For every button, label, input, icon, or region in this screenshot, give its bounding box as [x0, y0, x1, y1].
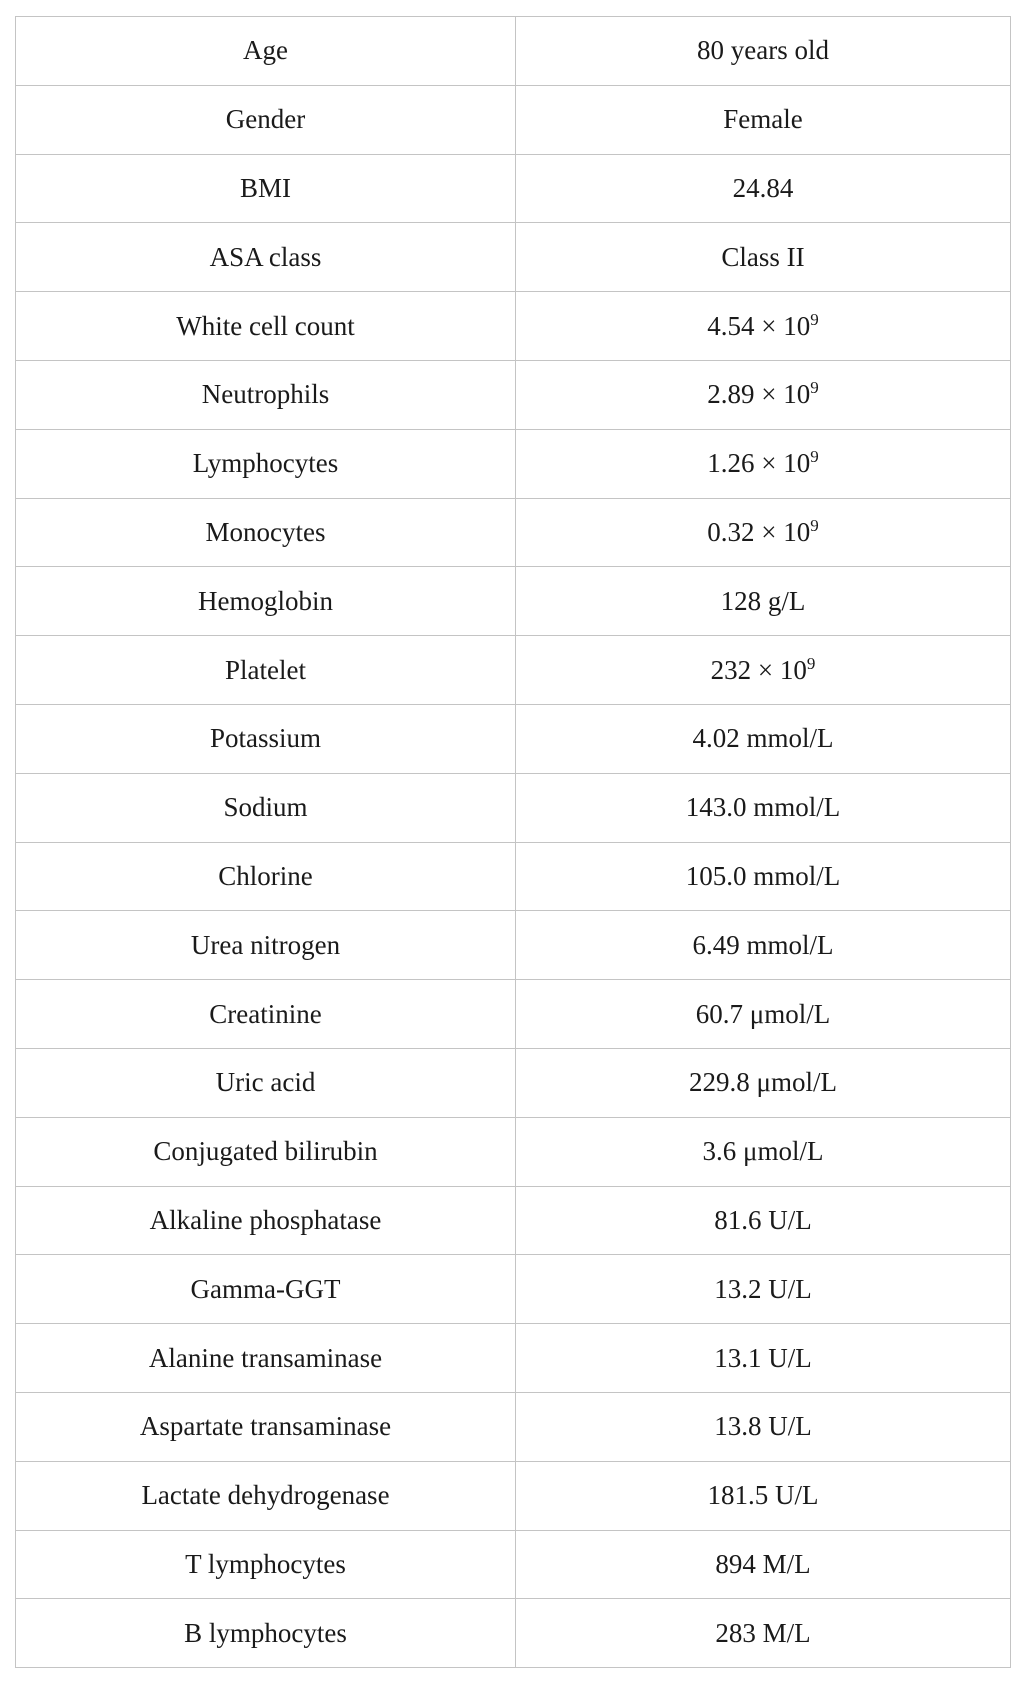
- parameter-value: [516, 85, 1011, 154]
- parameter-label: T lymphocytes: [16, 1530, 516, 1599]
- parameter-label: BMI: [16, 154, 516, 223]
- value-exponent: 9: [810, 447, 819, 467]
- parameter-value: [516, 1048, 1011, 1117]
- table-row: [16, 1599, 1011, 1668]
- table-row: [16, 636, 1011, 705]
- parameter-value: [516, 704, 1011, 773]
- value-text: 105.0 mmol/L: [685, 860, 841, 891]
- parameter-label: B lymphocytes: [16, 1599, 516, 1668]
- parameter-label: Monocytes: [16, 498, 516, 567]
- table-row: [16, 498, 1011, 567]
- parameter-label: Sodium: [16, 773, 516, 842]
- table-row: [16, 85, 1011, 154]
- value-text: 24.84: [732, 172, 794, 203]
- parameter-value: [516, 1599, 1011, 1668]
- table-row: [16, 1255, 1011, 1324]
- table-row: [16, 360, 1011, 429]
- value-text: 128 g/L: [720, 585, 806, 616]
- parameter-value: [516, 1255, 1011, 1324]
- value-text: 81.6 U/L: [714, 1204, 812, 1235]
- parameter-label: Creatinine: [16, 980, 516, 1049]
- table-row: [16, 567, 1011, 636]
- value-text: 283 M/L: [715, 1617, 811, 1648]
- table-row: [16, 773, 1011, 842]
- parameter-value: [516, 1324, 1011, 1393]
- value-text: 181.5 U/L: [707, 1480, 819, 1511]
- parameter-label: Conjugated bilirubin: [16, 1117, 516, 1186]
- parameter-value: [516, 1392, 1011, 1461]
- parameter-value: [516, 1186, 1011, 1255]
- parameter-label: Lymphocytes: [16, 429, 516, 498]
- patient-lab-table: [15, 16, 1011, 1668]
- parameter-value: [516, 842, 1011, 911]
- value-exponent: 9: [806, 653, 816, 673]
- value-text: Class II: [721, 241, 805, 272]
- value-text: 13.2 U/L: [714, 1273, 812, 1304]
- parameter-label: Chlorine: [16, 842, 516, 911]
- value-text: 2.89 × 10: [707, 379, 811, 410]
- table-row: [16, 1186, 1011, 1255]
- table-row: [16, 154, 1011, 223]
- table-row: [16, 17, 1011, 86]
- parameter-label: Hemoglobin: [16, 567, 516, 636]
- value-text: 229.8 μmol/L: [689, 1067, 837, 1098]
- value-text: 143.0 mmol/L: [685, 792, 841, 823]
- parameter-value: [516, 292, 1011, 361]
- value-text: Female: [723, 104, 803, 135]
- value-text: 80 years old: [697, 35, 829, 66]
- table-row: [16, 1048, 1011, 1117]
- table-row: [16, 911, 1011, 980]
- value-exponent: 9: [810, 515, 819, 535]
- table-row: [16, 223, 1011, 292]
- parameter-value: [516, 429, 1011, 498]
- parameter-value: [516, 773, 1011, 842]
- parameter-label: Potassium: [16, 704, 516, 773]
- table-row: [16, 1324, 1011, 1393]
- parameter-value: [516, 223, 1011, 292]
- table-row: [16, 704, 1011, 773]
- parameter-label: Urea nitrogen: [16, 911, 516, 980]
- table-row: [16, 980, 1011, 1049]
- value-text: 4.54 × 10: [707, 310, 811, 341]
- parameter-label: Neutrophils: [16, 360, 516, 429]
- parameter-label: Alkaline phosphatase: [16, 1186, 516, 1255]
- table-row: [16, 1530, 1011, 1599]
- table-row: [16, 1461, 1011, 1530]
- table-row: [16, 292, 1011, 361]
- parameter-value: [516, 498, 1011, 567]
- patient-lab-table-container: [15, 16, 1010, 1668]
- value-text: 1.26 × 10: [707, 448, 811, 479]
- value-exponent: 9: [810, 309, 819, 329]
- table-row: [16, 429, 1011, 498]
- parameter-label: Gamma-GGT: [16, 1255, 516, 1324]
- value-text: 4.02 mmol/L: [692, 723, 834, 754]
- value-text: 894 M/L: [715, 1548, 811, 1579]
- parameter-value: [516, 636, 1011, 705]
- value-text: 0.32 × 10: [707, 516, 811, 547]
- parameter-label: Aspartate transaminase: [16, 1392, 516, 1461]
- parameter-value: [516, 1461, 1011, 1530]
- table-row: [16, 1117, 1011, 1186]
- parameter-value: [516, 17, 1011, 86]
- parameter-label: Platelet: [16, 636, 516, 705]
- parameter-label: Age: [16, 17, 516, 86]
- parameter-value: [516, 567, 1011, 636]
- value-text: 60.7 μmol/L: [695, 998, 831, 1029]
- parameter-value: [516, 1117, 1011, 1186]
- table-body: [16, 17, 1011, 1668]
- parameter-label: Alanine transaminase: [16, 1324, 516, 1393]
- value-text: 13.8 U/L: [714, 1411, 812, 1442]
- parameter-value: [516, 911, 1011, 980]
- parameter-value: [516, 360, 1011, 429]
- parameter-value: [516, 154, 1011, 223]
- parameter-value: [516, 980, 1011, 1049]
- value-text: 6.49 mmol/L: [692, 929, 834, 960]
- parameter-label: White cell count: [16, 292, 516, 361]
- table-row: [16, 1392, 1011, 1461]
- value-text: 3.6 μmol/L: [702, 1136, 824, 1167]
- value-text: 232 × 10: [710, 654, 807, 685]
- parameter-value: [516, 1530, 1011, 1599]
- parameter-label: Lactate dehydrogenase: [16, 1461, 516, 1530]
- value-text: 13.1 U/L: [714, 1342, 812, 1373]
- parameter-label: Gender: [16, 85, 516, 154]
- parameter-label: Uric acid: [16, 1048, 516, 1117]
- parameter-label: ASA class: [16, 223, 516, 292]
- value-exponent: 9: [810, 378, 819, 398]
- table-row: [16, 842, 1011, 911]
